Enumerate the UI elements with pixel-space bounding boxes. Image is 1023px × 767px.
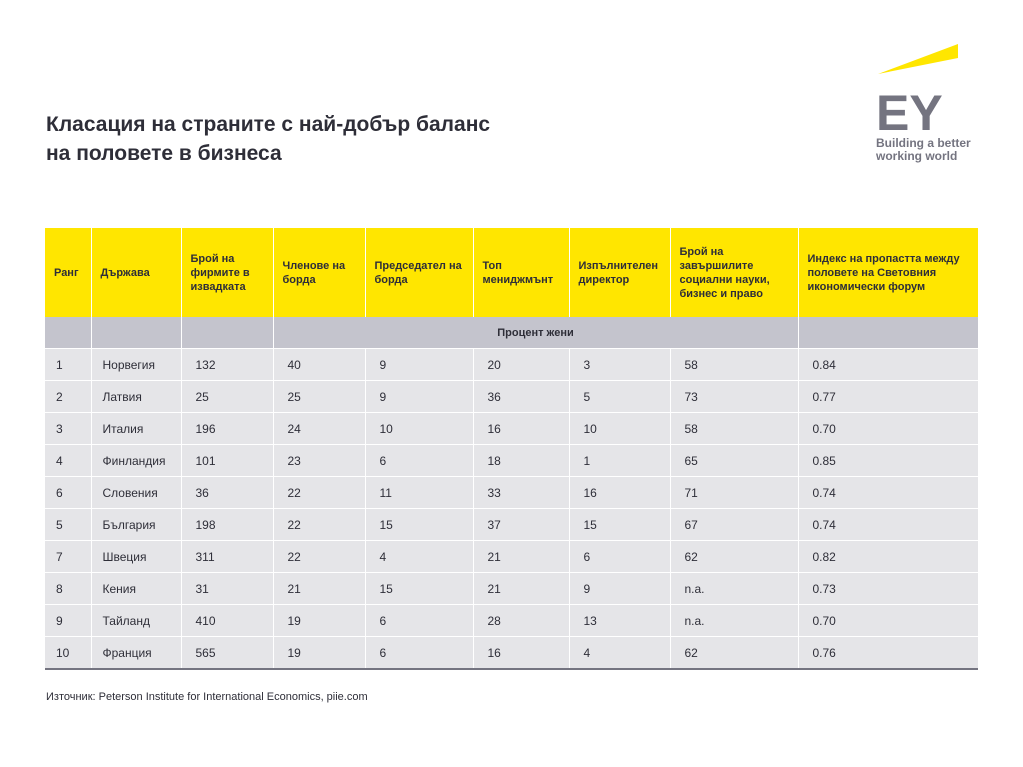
table-cell: 4 bbox=[569, 637, 670, 670]
table-cell: 19 bbox=[273, 637, 365, 670]
table-cell: 65 bbox=[670, 445, 798, 477]
table-cell: 9 bbox=[365, 349, 473, 381]
table-cell: 37 bbox=[473, 509, 569, 541]
subheader-percent-women: Процент жени bbox=[273, 317, 798, 349]
table-cell: Швеция bbox=[91, 541, 181, 573]
table-cell: Кения bbox=[91, 573, 181, 605]
table-cell: 16 bbox=[473, 413, 569, 445]
title-line-2: на половете в бизнеса bbox=[46, 142, 282, 165]
table-cell: 21 bbox=[273, 573, 365, 605]
table-cell: Тайланд bbox=[91, 605, 181, 637]
table-cell: 36 bbox=[181, 477, 273, 509]
table-cell: 6 bbox=[365, 637, 473, 670]
table-cell: 10 bbox=[569, 413, 670, 445]
table-cell: 58 bbox=[670, 413, 798, 445]
table-cell: n.a. bbox=[670, 605, 798, 637]
ey-logo-mark: EY bbox=[876, 85, 943, 134]
ey-logo-icon bbox=[876, 44, 986, 134]
table-cell: 7 bbox=[45, 541, 91, 573]
table-cell: 0.82 bbox=[798, 541, 978, 573]
table-cell: 23 bbox=[273, 445, 365, 477]
table-cell: 19 bbox=[273, 605, 365, 637]
table-cell: 22 bbox=[273, 509, 365, 541]
table-cell: 0.74 bbox=[798, 509, 978, 541]
table-cell: 20 bbox=[473, 349, 569, 381]
table-cell: 0.70 bbox=[798, 413, 978, 445]
table-cell: 0.84 bbox=[798, 349, 978, 381]
header-graduates: Брой на завършилите социални науки, бизнес и право bbox=[670, 228, 798, 317]
table-cell: 3 bbox=[45, 413, 91, 445]
table-cell: 58 bbox=[670, 349, 798, 381]
table-cell: Словения bbox=[91, 477, 181, 509]
table-cell: 0.85 bbox=[798, 445, 978, 477]
page-title bbox=[46, 110, 490, 168]
table-cell: 6 bbox=[365, 605, 473, 637]
table-row bbox=[45, 413, 978, 445]
table-cell: 21 bbox=[473, 541, 569, 573]
source-note: Източник: Peterson Institute for International Economics, piie.com bbox=[46, 691, 368, 703]
table-row bbox=[45, 477, 978, 509]
header-gender-gap-index: Индекс на пропастта между половете на Световния икономически форум bbox=[798, 228, 978, 317]
table-header-row bbox=[45, 228, 978, 317]
header-firms: Брой на фирмите в извадката bbox=[181, 228, 273, 317]
table-cell: 62 bbox=[670, 637, 798, 670]
table-cell: 67 bbox=[670, 509, 798, 541]
table-cell: 62 bbox=[670, 541, 798, 573]
table-cell: 40 bbox=[273, 349, 365, 381]
header-rank: Ранг bbox=[45, 228, 91, 317]
table-cell: 9 bbox=[45, 605, 91, 637]
table-cell: 0.77 bbox=[798, 381, 978, 413]
table-cell: 1 bbox=[569, 445, 670, 477]
table-cell: 6 bbox=[45, 477, 91, 509]
table-row bbox=[45, 445, 978, 477]
table-cell: 5 bbox=[45, 509, 91, 541]
ranking-table bbox=[45, 228, 978, 670]
table-cell: 18 bbox=[473, 445, 569, 477]
table-cell: 28 bbox=[473, 605, 569, 637]
table-cell: 8 bbox=[45, 573, 91, 605]
table-cell: n.a. bbox=[670, 573, 798, 605]
table-cell: 21 bbox=[473, 573, 569, 605]
ey-tagline: Building a better working world bbox=[876, 136, 971, 163]
header-board-chair: Председател на борда bbox=[365, 228, 473, 317]
table-cell: 132 bbox=[181, 349, 273, 381]
table-cell: 6 bbox=[569, 541, 670, 573]
table-cell: 311 bbox=[181, 541, 273, 573]
table-cell: 196 bbox=[181, 413, 273, 445]
subheader-row bbox=[45, 317, 978, 349]
header-top-management: Топ мениджмънт bbox=[473, 228, 569, 317]
table-cell: 15 bbox=[365, 573, 473, 605]
table-cell: 0.73 bbox=[798, 573, 978, 605]
table-row bbox=[45, 637, 978, 670]
table-cell: 9 bbox=[569, 573, 670, 605]
table-cell: Франция bbox=[91, 637, 181, 670]
table-cell: 16 bbox=[473, 637, 569, 670]
table-cell: 10 bbox=[45, 637, 91, 670]
table-cell: 101 bbox=[181, 445, 273, 477]
table-cell: 198 bbox=[181, 509, 273, 541]
table-cell: 22 bbox=[273, 477, 365, 509]
table-cell: 33 bbox=[473, 477, 569, 509]
table-row bbox=[45, 573, 978, 605]
table-cell: 15 bbox=[569, 509, 670, 541]
table-row bbox=[45, 605, 978, 637]
table-cell: Финландия bbox=[91, 445, 181, 477]
table-cell: 410 bbox=[181, 605, 273, 637]
table-cell: 36 bbox=[473, 381, 569, 413]
table-cell: 9 bbox=[365, 381, 473, 413]
table-cell: 4 bbox=[45, 445, 91, 477]
table-cell: 15 bbox=[365, 509, 473, 541]
table-cell: 13 bbox=[569, 605, 670, 637]
table-cell: 0.70 bbox=[798, 605, 978, 637]
table-cell: 25 bbox=[181, 381, 273, 413]
table-row bbox=[45, 349, 978, 381]
table-cell: Италия bbox=[91, 413, 181, 445]
table-cell: 24 bbox=[273, 413, 365, 445]
table-cell: 565 bbox=[181, 637, 273, 670]
table-cell: 71 bbox=[670, 477, 798, 509]
table-cell: 22 bbox=[273, 541, 365, 573]
table-cell: 11 bbox=[365, 477, 473, 509]
header-board-members: Членове на борда bbox=[273, 228, 365, 317]
table-cell: 31 bbox=[181, 573, 273, 605]
table-cell: 10 bbox=[365, 413, 473, 445]
table-cell: 4 bbox=[365, 541, 473, 573]
table-cell: 6 bbox=[365, 445, 473, 477]
table-cell: Норвегия bbox=[91, 349, 181, 381]
table-cell: 5 bbox=[569, 381, 670, 413]
table-cell: 25 bbox=[273, 381, 365, 413]
table-row bbox=[45, 509, 978, 541]
header-ceo: Изпълнителен директор bbox=[569, 228, 670, 317]
table-cell: 1 bbox=[45, 349, 91, 381]
table-cell: България bbox=[91, 509, 181, 541]
table-cell: 0.76 bbox=[798, 637, 978, 670]
table-cell: 3 bbox=[569, 349, 670, 381]
table-row bbox=[45, 541, 978, 573]
table-cell: 73 bbox=[670, 381, 798, 413]
table-row bbox=[45, 381, 978, 413]
title-line-1: Класация на страните с най-добър баланс bbox=[46, 113, 491, 136]
table-cell: Латвия bbox=[91, 381, 181, 413]
table-cell: 2 bbox=[45, 381, 91, 413]
header-country: Държава bbox=[91, 228, 181, 317]
table-cell: 0.74 bbox=[798, 477, 978, 509]
table-cell: 16 bbox=[569, 477, 670, 509]
